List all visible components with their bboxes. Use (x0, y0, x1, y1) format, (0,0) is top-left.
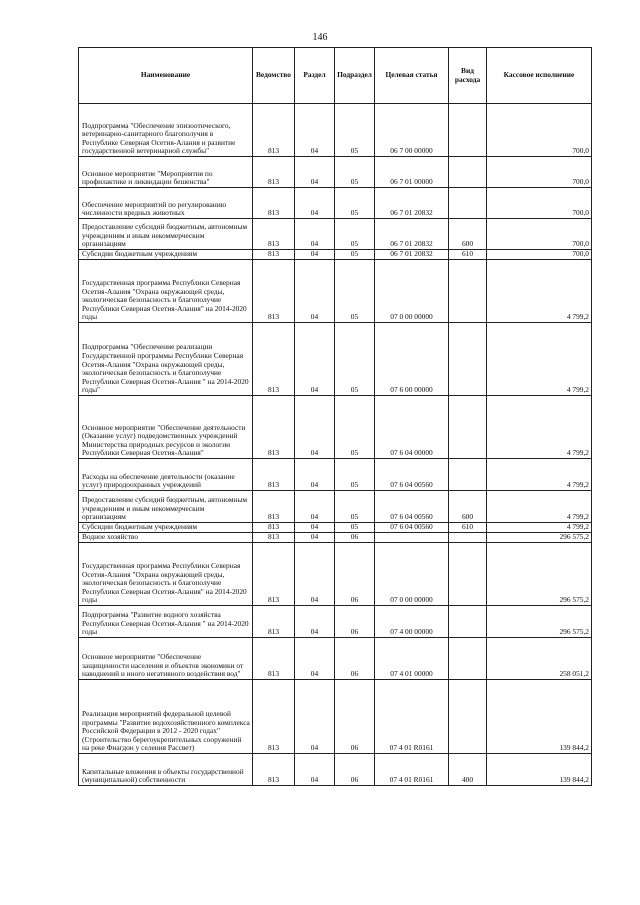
expense-type-cell (449, 459, 487, 491)
header-row (79, 48, 592, 104)
section-cell: 04 (295, 188, 335, 219)
table-row (79, 638, 592, 680)
table-row (79, 606, 592, 638)
department-cell: 813 (253, 606, 295, 638)
row-name-cell: Подпрограмма "Обеспечение эпизоотического, ветеринарно-санитарного благополучия в Республике Северная Осетия-Алания и развитие государственной ветеринарной службы" (79, 104, 253, 157)
section-cell: 04 (295, 250, 335, 260)
table-row (79, 533, 592, 543)
expense-type-cell (449, 638, 487, 680)
department-cell: 813 (253, 396, 295, 459)
department-cell: 813 (253, 533, 295, 543)
expense-type-cell (449, 396, 487, 459)
expense-type-cell (449, 260, 487, 323)
department-cell: 813 (253, 157, 295, 188)
execution-amount-cell: 4 799,2 (487, 459, 592, 491)
target-item-cell: 07 4 01 00000 (375, 638, 449, 680)
department-cell: 813 (253, 680, 295, 754)
table-row (79, 523, 592, 533)
column-header-subsection: Подраздел (335, 48, 375, 104)
table-row (79, 250, 592, 260)
department-cell: 813 (253, 754, 295, 786)
row-name-cell: Предоставление субсидий бюджетным, автономным учреждениям и иным некоммерческим организациям (79, 219, 253, 250)
execution-amount-cell: 258 051,2 (487, 638, 592, 680)
row-name-cell: Реализация мероприятий федеральной целевой программы "Развитие водохозяйственного комплекса Российской Федерации в 2012 - 2020 годах" (Строительство берегоукрепительных сооружений на реке Фиагдон у селения Рассвет) (79, 680, 253, 754)
expense-type-cell: 600 (449, 219, 487, 250)
budget-table (78, 47, 592, 786)
table-row (79, 491, 592, 523)
target-item-cell: 07 0 00 00000 (375, 543, 449, 606)
execution-amount-cell: 700,0 (487, 157, 592, 188)
table-row (79, 157, 592, 188)
row-name-cell: Подпрограмма "Обеспечение реализации Государственной программы Республики Северная Осетия-Алания "Охрана окружающей среды, экологическая безопасность и благополучие Республики Северная Осетия-Алания " на 2014-2020 годы" (79, 323, 253, 396)
department-cell: 813 (253, 638, 295, 680)
execution-amount-cell: 700,0 (487, 188, 592, 219)
subsection-cell: 05 (335, 188, 375, 219)
section-cell: 04 (295, 104, 335, 157)
execution-amount-cell: 700,0 (487, 250, 592, 260)
table-row (79, 459, 592, 491)
department-cell: 813 (253, 260, 295, 323)
row-name-cell: Капитальные вложения в объекты государственной (муниципальной) собственности (79, 754, 253, 786)
row-name-cell: Государственная программа Республики Северная Осетия-Алания "Охрана окружающей среды, экологическая безопасность и благополучие Республики Северная Осетия-Алания" на 2014-2020 годы (79, 260, 253, 323)
section-cell: 04 (295, 680, 335, 754)
table-row (79, 396, 592, 459)
target-item-cell: 07 6 04 00000 (375, 396, 449, 459)
department-cell: 813 (253, 491, 295, 523)
section-cell: 04 (295, 491, 335, 523)
department-cell: 813 (253, 104, 295, 157)
expense-type-cell: 610 (449, 250, 487, 260)
target-item-cell: 06 7 01 00000 (375, 157, 449, 188)
subsection-cell: 05 (335, 459, 375, 491)
department-cell: 813 (253, 523, 295, 533)
subsection-cell: 06 (335, 533, 375, 543)
subsection-cell: 05 (335, 104, 375, 157)
row-name-cell: Обеспечение мероприятий по регулированию численности вредных животных (79, 188, 253, 219)
target-item-cell: 07 6 04 00560 (375, 523, 449, 533)
section-cell: 04 (295, 396, 335, 459)
department-cell: 813 (253, 188, 295, 219)
row-name-cell: Основное мероприятие "Обеспечение деятельности (Оказание услуг) подведомственных учреждений Министерства природных ресурсов и экологии Республики Северная Осетия-Алания" (79, 396, 253, 459)
section-cell: 04 (295, 260, 335, 323)
department-cell: 813 (253, 543, 295, 606)
target-item-cell: 07 4 00 00000 (375, 606, 449, 638)
section-cell: 04 (295, 606, 335, 638)
target-item-cell: 07 4 01 R0161 (375, 680, 449, 754)
expense-type-cell: 600 (449, 491, 487, 523)
expense-type-cell: 610 (449, 523, 487, 533)
target-item-cell (375, 533, 449, 543)
target-item-cell: 06 7 01 20832 (375, 188, 449, 219)
subsection-cell: 05 (335, 396, 375, 459)
subsection-cell: 06 (335, 754, 375, 786)
column-header-name: Наименование (79, 48, 253, 104)
table-row (79, 104, 592, 157)
subsection-cell: 05 (335, 260, 375, 323)
expense-type-cell (449, 533, 487, 543)
row-name-cell: Основное мероприятие "Обеспечение защищенности населения и объектов экономики от наводнений и иного негативного воздействия вод" (79, 638, 253, 680)
table-row (79, 260, 592, 323)
row-name-cell: Подпрограмма "Развитие водного хозяйства Республики Северная Осетия-Алания " на 2014-2020 годы (79, 606, 253, 638)
subsection-cell: 06 (335, 638, 375, 680)
execution-amount-cell: 296 575,2 (487, 533, 592, 543)
department-cell: 813 (253, 250, 295, 260)
execution-amount-cell: 4 799,2 (487, 260, 592, 323)
department-cell: 813 (253, 459, 295, 491)
row-name-cell: Государственная программа Республики Северная Осетия-Алания "Охрана окружающей среды, экологическая безопасность и благополучие Республики Северная Осетия-Алания" на 2014-2020 годы (79, 543, 253, 606)
subsection-cell: 05 (335, 219, 375, 250)
target-item-cell: 07 6 04 00560 (375, 491, 449, 523)
execution-amount-cell: 4 799,2 (487, 323, 592, 396)
expense-type-cell (449, 606, 487, 638)
subsection-cell: 05 (335, 323, 375, 396)
subsection-cell: 05 (335, 250, 375, 260)
execution-amount-cell: 4 799,2 (487, 523, 592, 533)
execution-amount-cell: 700,0 (487, 219, 592, 250)
subsection-cell: 06 (335, 543, 375, 606)
section-cell: 04 (295, 459, 335, 491)
target-item-cell: 07 6 04 00560 (375, 459, 449, 491)
target-item-cell: 06 7 01 20832 (375, 250, 449, 260)
department-cell: 813 (253, 219, 295, 250)
subsection-cell: 05 (335, 157, 375, 188)
table-row (79, 188, 592, 219)
expense-type-cell (449, 680, 487, 754)
table-row (79, 543, 592, 606)
expense-type-cell (449, 188, 487, 219)
expense-type-cell (449, 104, 487, 157)
expense-type-cell (449, 323, 487, 396)
column-header-execution: Кассовое исполнение (487, 48, 592, 104)
section-cell: 04 (295, 638, 335, 680)
row-name-cell: Расходы на обеспечение деятельности (оказание услуг) природоохранных учреждений (79, 459, 253, 491)
table-row (79, 219, 592, 250)
row-name-cell: Субсидии бюджетным учреждениям (79, 250, 253, 260)
expense-type-cell (449, 543, 487, 606)
column-header-target-item: Целевая статья (375, 48, 449, 104)
section-cell: 04 (295, 219, 335, 250)
department-cell: 813 (253, 323, 295, 396)
row-name-cell: Основное мероприятие "Мероприятия по профилактике и ликвидации бешенства" (79, 157, 253, 188)
column-header-expense-type: Вид расхода (449, 48, 487, 104)
execution-amount-cell: 4 799,2 (487, 491, 592, 523)
subsection-cell: 05 (335, 491, 375, 523)
target-item-cell: 07 0 00 00000 (375, 260, 449, 323)
section-cell: 04 (295, 754, 335, 786)
table-row (79, 323, 592, 396)
execution-amount-cell: 700,0 (487, 104, 592, 157)
row-name-cell: Водное хозяйство (79, 533, 253, 543)
target-item-cell: 06 7 01 20832 (375, 219, 449, 250)
subsection-cell: 06 (335, 606, 375, 638)
execution-amount-cell: 296 575,2 (487, 543, 592, 606)
table-row (79, 754, 592, 786)
expense-type-cell (449, 157, 487, 188)
section-cell: 04 (295, 533, 335, 543)
target-item-cell: 07 4 01 R0161 (375, 754, 449, 786)
row-name-cell: Предоставление субсидий бюджетным, автономным учреждениям и иным некоммерческим организациям (79, 491, 253, 523)
table-body (79, 104, 592, 786)
subsection-cell: 06 (335, 680, 375, 754)
execution-amount-cell: 296 575,2 (487, 606, 592, 638)
section-cell: 04 (295, 157, 335, 188)
execution-amount-cell: 139 844,2 (487, 754, 592, 786)
column-header-section: Раздел (295, 48, 335, 104)
expense-type-cell: 400 (449, 754, 487, 786)
row-name-cell: Субсидии бюджетным учреждениям (79, 523, 253, 533)
execution-amount-cell: 4 799,2 (487, 396, 592, 459)
section-cell: 04 (295, 523, 335, 533)
subsection-cell: 05 (335, 523, 375, 533)
section-cell: 04 (295, 323, 335, 396)
column-header-department: Ведомство (253, 48, 295, 104)
section-cell: 04 (295, 543, 335, 606)
target-item-cell: 06 7 00 00000 (375, 104, 449, 157)
target-item-cell: 07 6 00 00000 (375, 323, 449, 396)
execution-amount-cell: 139 844,2 (487, 680, 592, 754)
table-row (79, 680, 592, 754)
page-number: 146 (312, 32, 328, 43)
